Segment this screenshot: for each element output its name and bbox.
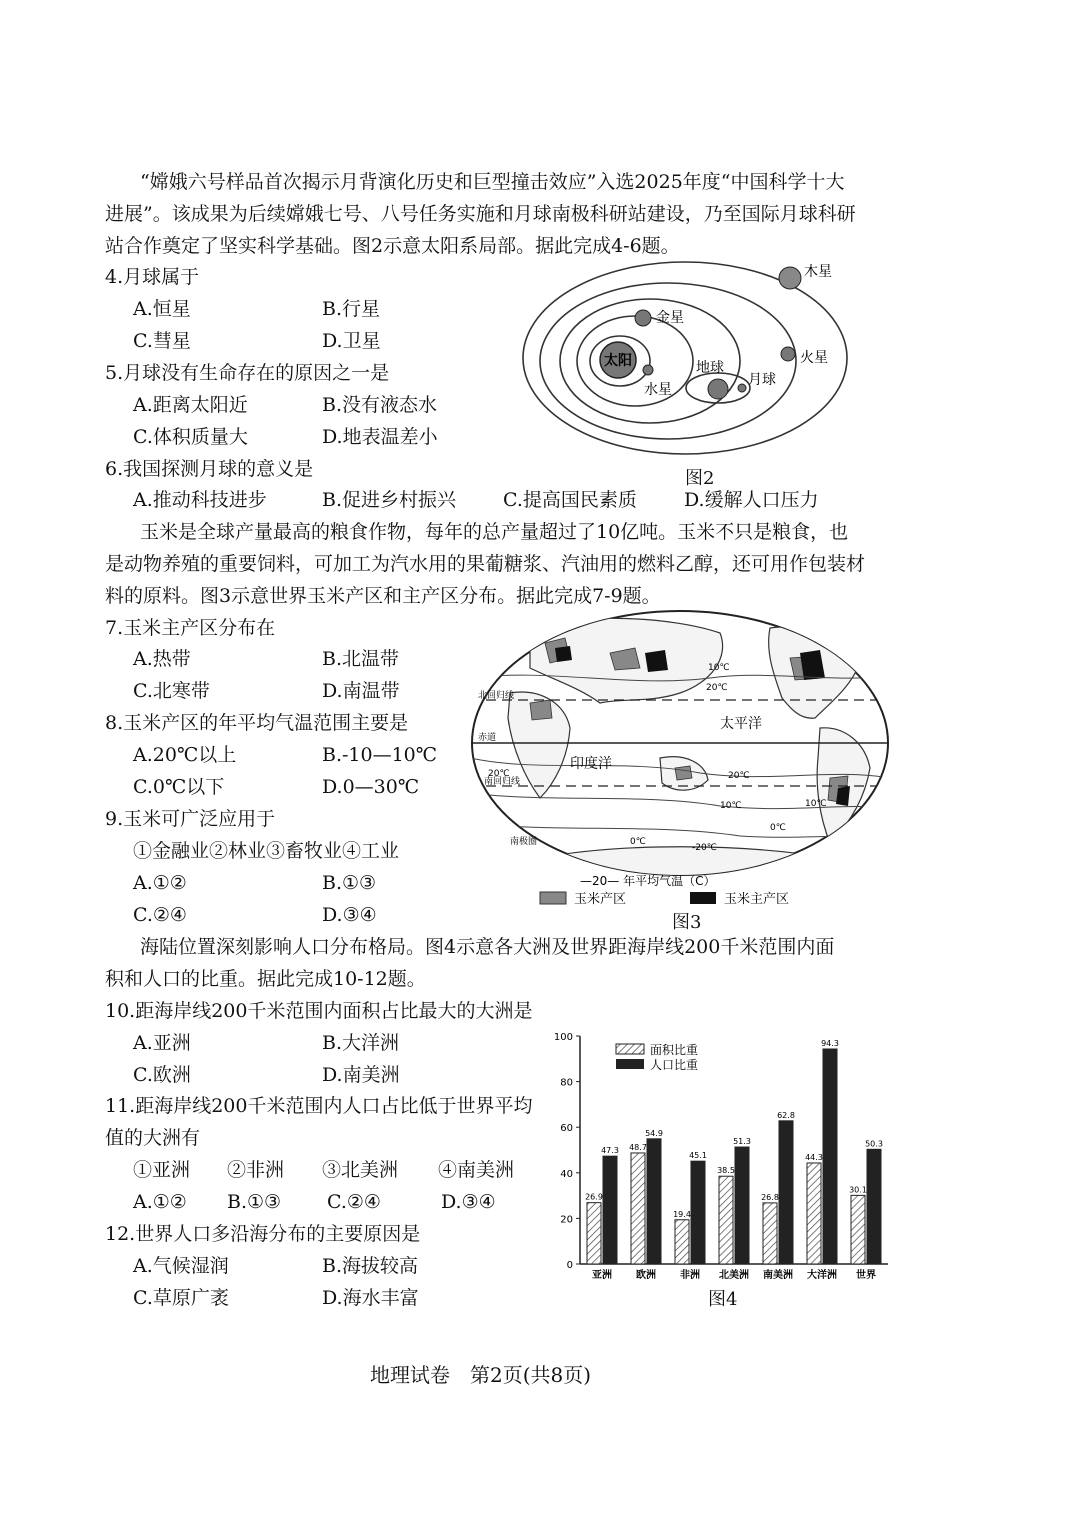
bar-area-ratio-5 <box>807 1163 821 1264</box>
bar-population-ratio-0 <box>603 1156 617 1264</box>
q10-option-a[interactable]: A.亚洲 <box>133 1032 191 1054</box>
bar-area-ratio-6 <box>851 1195 865 1264</box>
q5-option-a[interactable]: A.距离太阳近 <box>133 394 248 416</box>
x-category-label: 欧洲 <box>636 1270 656 1281</box>
figure4-bar-chart <box>550 1022 895 1284</box>
q9-option-d[interactable]: D.③④ <box>322 904 377 926</box>
q12-option-b[interactable]: B.海拔较高 <box>322 1255 419 1277</box>
legend-area-swatch <box>540 892 566 904</box>
corn-area-6 <box>675 766 692 780</box>
legend-population-ratio-swatch <box>616 1059 644 1069</box>
isotherm-label-3: 10℃ <box>708 663 730 673</box>
bar-value-label: 44.3 <box>805 1152 823 1162</box>
intro1-line3: 站合作奠定了坚实科学基础。图2示意太阳系局部。据此完成4-6题。 <box>105 235 680 257</box>
q6-stem: 6.我国探测月球的意义是 <box>105 458 314 480</box>
legend-area-ratio-swatch <box>616 1044 644 1054</box>
q11-stem-line2: 值的大洲有 <box>105 1127 201 1149</box>
intro1-line1: “嫦娥六号样品首次揭示月背演化历史和巨型撞击效应”入选2025年度“中国科学十大 <box>140 171 845 193</box>
x-category-label: 亚洲 <box>592 1270 612 1281</box>
x-category-label: 南美洲 <box>763 1270 793 1281</box>
bar-area-ratio-0 <box>587 1203 601 1264</box>
orbit-jupiter <box>523 262 847 454</box>
bar-value-label: 54.9 <box>645 1128 663 1138</box>
isotherm-label-8: 0℃ <box>630 837 646 847</box>
page-footer: 地理试卷 第2页(共8页) <box>370 1363 592 1387</box>
mars <box>781 347 795 361</box>
bar-value-label: 62.8 <box>777 1110 795 1120</box>
q11-stem-line1: 11.距海岸线200千米范围内人口占比低于世界平均 <box>105 1095 533 1117</box>
bar-population-ratio-6 <box>867 1149 881 1264</box>
q8-option-b[interactable]: B.-10—10℃ <box>322 744 438 766</box>
legend-isotherm: —20— 年平均气温（C） <box>580 874 716 888</box>
q7-option-d[interactable]: D.南温带 <box>322 680 400 702</box>
q4-option-a[interactable]: A.恒星 <box>133 298 191 320</box>
q10-option-c[interactable]: C.欧洲 <box>133 1064 191 1086</box>
intro2-line3: 料的原料。图3示意世界玉米产区和主产区分布。据此完成7-9题。 <box>105 585 661 607</box>
corn-main-south-america <box>836 786 850 806</box>
mars-label: 火星 <box>800 350 828 366</box>
bar-value-label: 47.3 <box>601 1146 619 1156</box>
jupiter-label: 木星 <box>804 264 832 280</box>
q4-option-b[interactable]: B.行星 <box>322 298 381 320</box>
q8-option-a[interactable]: A.20℃以上 <box>133 744 237 766</box>
bar-area-ratio-1 <box>631 1153 645 1264</box>
q7-option-a[interactable]: A.热带 <box>133 648 191 670</box>
x-category-label: 大洋洲 <box>807 1270 837 1281</box>
venus <box>635 310 651 326</box>
map-label-antarctic: 南极圈 <box>510 837 538 847</box>
isotherm-label-7: 10℃ <box>805 799 827 809</box>
q5-option-d[interactable]: D.地表温差小 <box>322 426 438 448</box>
legend-population-ratio-label: 人口比重 <box>650 1058 699 1072</box>
q7-option-c[interactable]: C.北寒带 <box>133 680 210 702</box>
bar-value-label: 50.3 <box>865 1139 883 1149</box>
legend-main-swatch <box>690 892 716 904</box>
bar-value-label: 45.1 <box>689 1151 707 1161</box>
map-label-indian: 印度洋 <box>570 756 612 772</box>
isotherm-label-4: 10℃ <box>720 801 742 811</box>
q6-option-c[interactable]: C.提高国民素质 <box>503 489 637 511</box>
q11-item-4: ④南美洲 <box>438 1159 515 1181</box>
isotherm-label-1: 20℃ <box>706 683 728 693</box>
bar-population-ratio-5 <box>823 1049 837 1264</box>
q5-stem: 5.月球没有生命存在的原因之一是 <box>105 362 390 384</box>
q11-option-b[interactable]: B.①③ <box>227 1191 282 1213</box>
q11-item-2: ②非洲 <box>227 1159 285 1181</box>
legend-area-ratio-label: 面积比重 <box>650 1043 699 1057</box>
q5-option-b[interactable]: B.没有液态水 <box>322 394 438 416</box>
q9-option-c[interactable]: C.②④ <box>133 904 187 926</box>
isotherm-label-5: 0℃ <box>770 823 786 833</box>
sun-label: 太阳 <box>604 353 632 369</box>
q11-option-c[interactable]: C.②④ <box>327 1191 381 1213</box>
moon <box>738 384 746 392</box>
q10-stem: 10.距海岸线200千米范围内面积占比最大的大洲是 <box>105 1000 533 1022</box>
orbit-mars <box>540 283 796 439</box>
q4-option-c[interactable]: C.彗星 <box>133 330 191 352</box>
intro3-line1: 海陆位置深刻影响人口分布格局。图4示意各大洲及世界距海岸线200千米范围内面 <box>140 936 835 958</box>
q12-option-d[interactable]: D.海水丰富 <box>322 1287 419 1309</box>
q7-stem: 7.玉米主产区分布在 <box>105 617 276 639</box>
q10-option-b[interactable]: B.大洋洲 <box>322 1032 400 1054</box>
moon-label: 月球 <box>748 372 776 388</box>
bar-area-ratio-4 <box>763 1203 777 1264</box>
bar-value-label: 94.3 <box>821 1038 839 1048</box>
figure2-solar-system <box>520 258 850 468</box>
bar-value-label: 19.4 <box>673 1209 691 1219</box>
bar-value-label: 38.5 <box>717 1166 735 1176</box>
legend-area-label: 玉米产区 <box>574 892 627 907</box>
q8-option-d[interactable]: D.0—30℃ <box>322 776 420 798</box>
q11-option-d[interactable]: D.③④ <box>441 1191 496 1213</box>
y-tick-label: 20 <box>560 1214 573 1226</box>
q9-stem: 9.玉米可广泛应用于 <box>105 808 276 830</box>
bar-area-ratio-2 <box>675 1220 689 1264</box>
figure4-caption: 图4 <box>708 1289 738 1310</box>
earth-label: 地球 <box>696 360 724 376</box>
q8-option-c[interactable]: C.0℃以下 <box>133 776 225 798</box>
figure2-caption: 图2 <box>685 468 715 489</box>
y-tick-label: 80 <box>560 1077 573 1089</box>
q12-option-a[interactable]: A.气候湿润 <box>133 1255 229 1277</box>
intro3-line2: 积和人口的比重。据此完成10-12题。 <box>105 968 426 990</box>
isotherm-label-6: 20℃ <box>728 771 750 781</box>
x-category-label: 世界 <box>856 1270 876 1281</box>
q9-items: ①金融业②林业③畜牧业④工业 <box>133 840 400 862</box>
corn-main-europe <box>555 646 572 662</box>
x-category-label: 非洲 <box>680 1270 700 1281</box>
intro2-line1: 玉米是全球产量最高的粮食作物，每年的总产量超过了10亿吨。玉米不只是粮食，也 <box>140 521 849 543</box>
y-tick-label: 60 <box>560 1123 573 1135</box>
legend-main-label: 玉米主产区 <box>724 892 790 907</box>
earth <box>708 379 728 399</box>
map-label-tropic-south: 南回归线 <box>484 777 521 787</box>
x-category-label: 北美洲 <box>719 1270 749 1281</box>
q6-option-b[interactable]: B.促进乡村振兴 <box>322 489 457 511</box>
figure3-caption: 图3 <box>672 912 702 933</box>
q8-stem: 8.玉米产区的年平均气温范围主要是 <box>105 712 409 734</box>
y-tick-label: 100 <box>553 1032 573 1043</box>
map-label-tropic-north: 北回归线 <box>478 691 515 701</box>
bar-population-ratio-3 <box>735 1147 749 1264</box>
bar-value-label: 30.1 <box>849 1185 867 1195</box>
mercury <box>643 365 653 375</box>
corn-main-china <box>645 650 668 672</box>
q6-option-d[interactable]: D.缓解人口压力 <box>684 489 819 511</box>
q4-option-d[interactable]: D.卫星 <box>322 330 381 352</box>
bar-population-ratio-2 <box>691 1161 705 1264</box>
q4-stem: 4.月球属于 <box>105 266 200 288</box>
corn-area-3 <box>530 700 552 720</box>
bar-population-ratio-1 <box>647 1139 661 1264</box>
y-tick-label: 40 <box>560 1168 573 1180</box>
q7-option-b[interactable]: B.北温带 <box>322 648 400 670</box>
q5-option-c[interactable]: C.体积质量大 <box>133 426 248 448</box>
q11-option-a[interactable]: A.①② <box>133 1191 187 1213</box>
q12-option-c[interactable]: C.草原广袤 <box>133 1287 229 1309</box>
isotherm-label-9: -20℃ <box>692 843 717 853</box>
q6-option-a[interactable]: A.推动科技进步 <box>133 489 267 511</box>
venus-label: 金星 <box>656 310 684 326</box>
q12-stem: 12.世界人口多沿海分布的主要原因是 <box>105 1223 421 1245</box>
bar-value-label: 51.3 <box>733 1137 751 1147</box>
bar-area-ratio-3 <box>719 1176 733 1264</box>
bar-value-label: 26.8 <box>761 1192 779 1202</box>
jupiter <box>779 267 801 289</box>
q9-option-a[interactable]: A.①② <box>133 872 187 894</box>
q11-item-1: ①亚洲 <box>133 1159 191 1181</box>
intro1-line2: 进展”。该成果为后续嫦娥七号、八号任务实施和月球南极科研站建设，乃至国际月球科研 <box>105 203 856 225</box>
q9-option-b[interactable]: B.①③ <box>322 872 377 894</box>
bar-value-label: 48.7 <box>629 1142 647 1152</box>
intro2-line2: 是动物养殖的重要饲料，可加工为汽水用的果葡糖浆、汽油用的燃料乙醇，还可用作包装材 <box>105 553 866 575</box>
map-label-pacific: 太平洋 <box>720 716 762 732</box>
bar-value-label: 26.9 <box>585 1192 603 1202</box>
q10-option-d[interactable]: D.南美洲 <box>322 1064 400 1086</box>
q11-item-3: ③北美洲 <box>322 1159 399 1181</box>
bar-population-ratio-4 <box>779 1121 793 1264</box>
map-label-equator: 赤道 <box>478 733 497 743</box>
figure3-world-map <box>470 608 890 913</box>
isotherm-label-2: 20℃ <box>488 769 510 779</box>
mercury-label: 水星 <box>644 382 672 398</box>
y-tick-label: 0 <box>566 1260 573 1271</box>
